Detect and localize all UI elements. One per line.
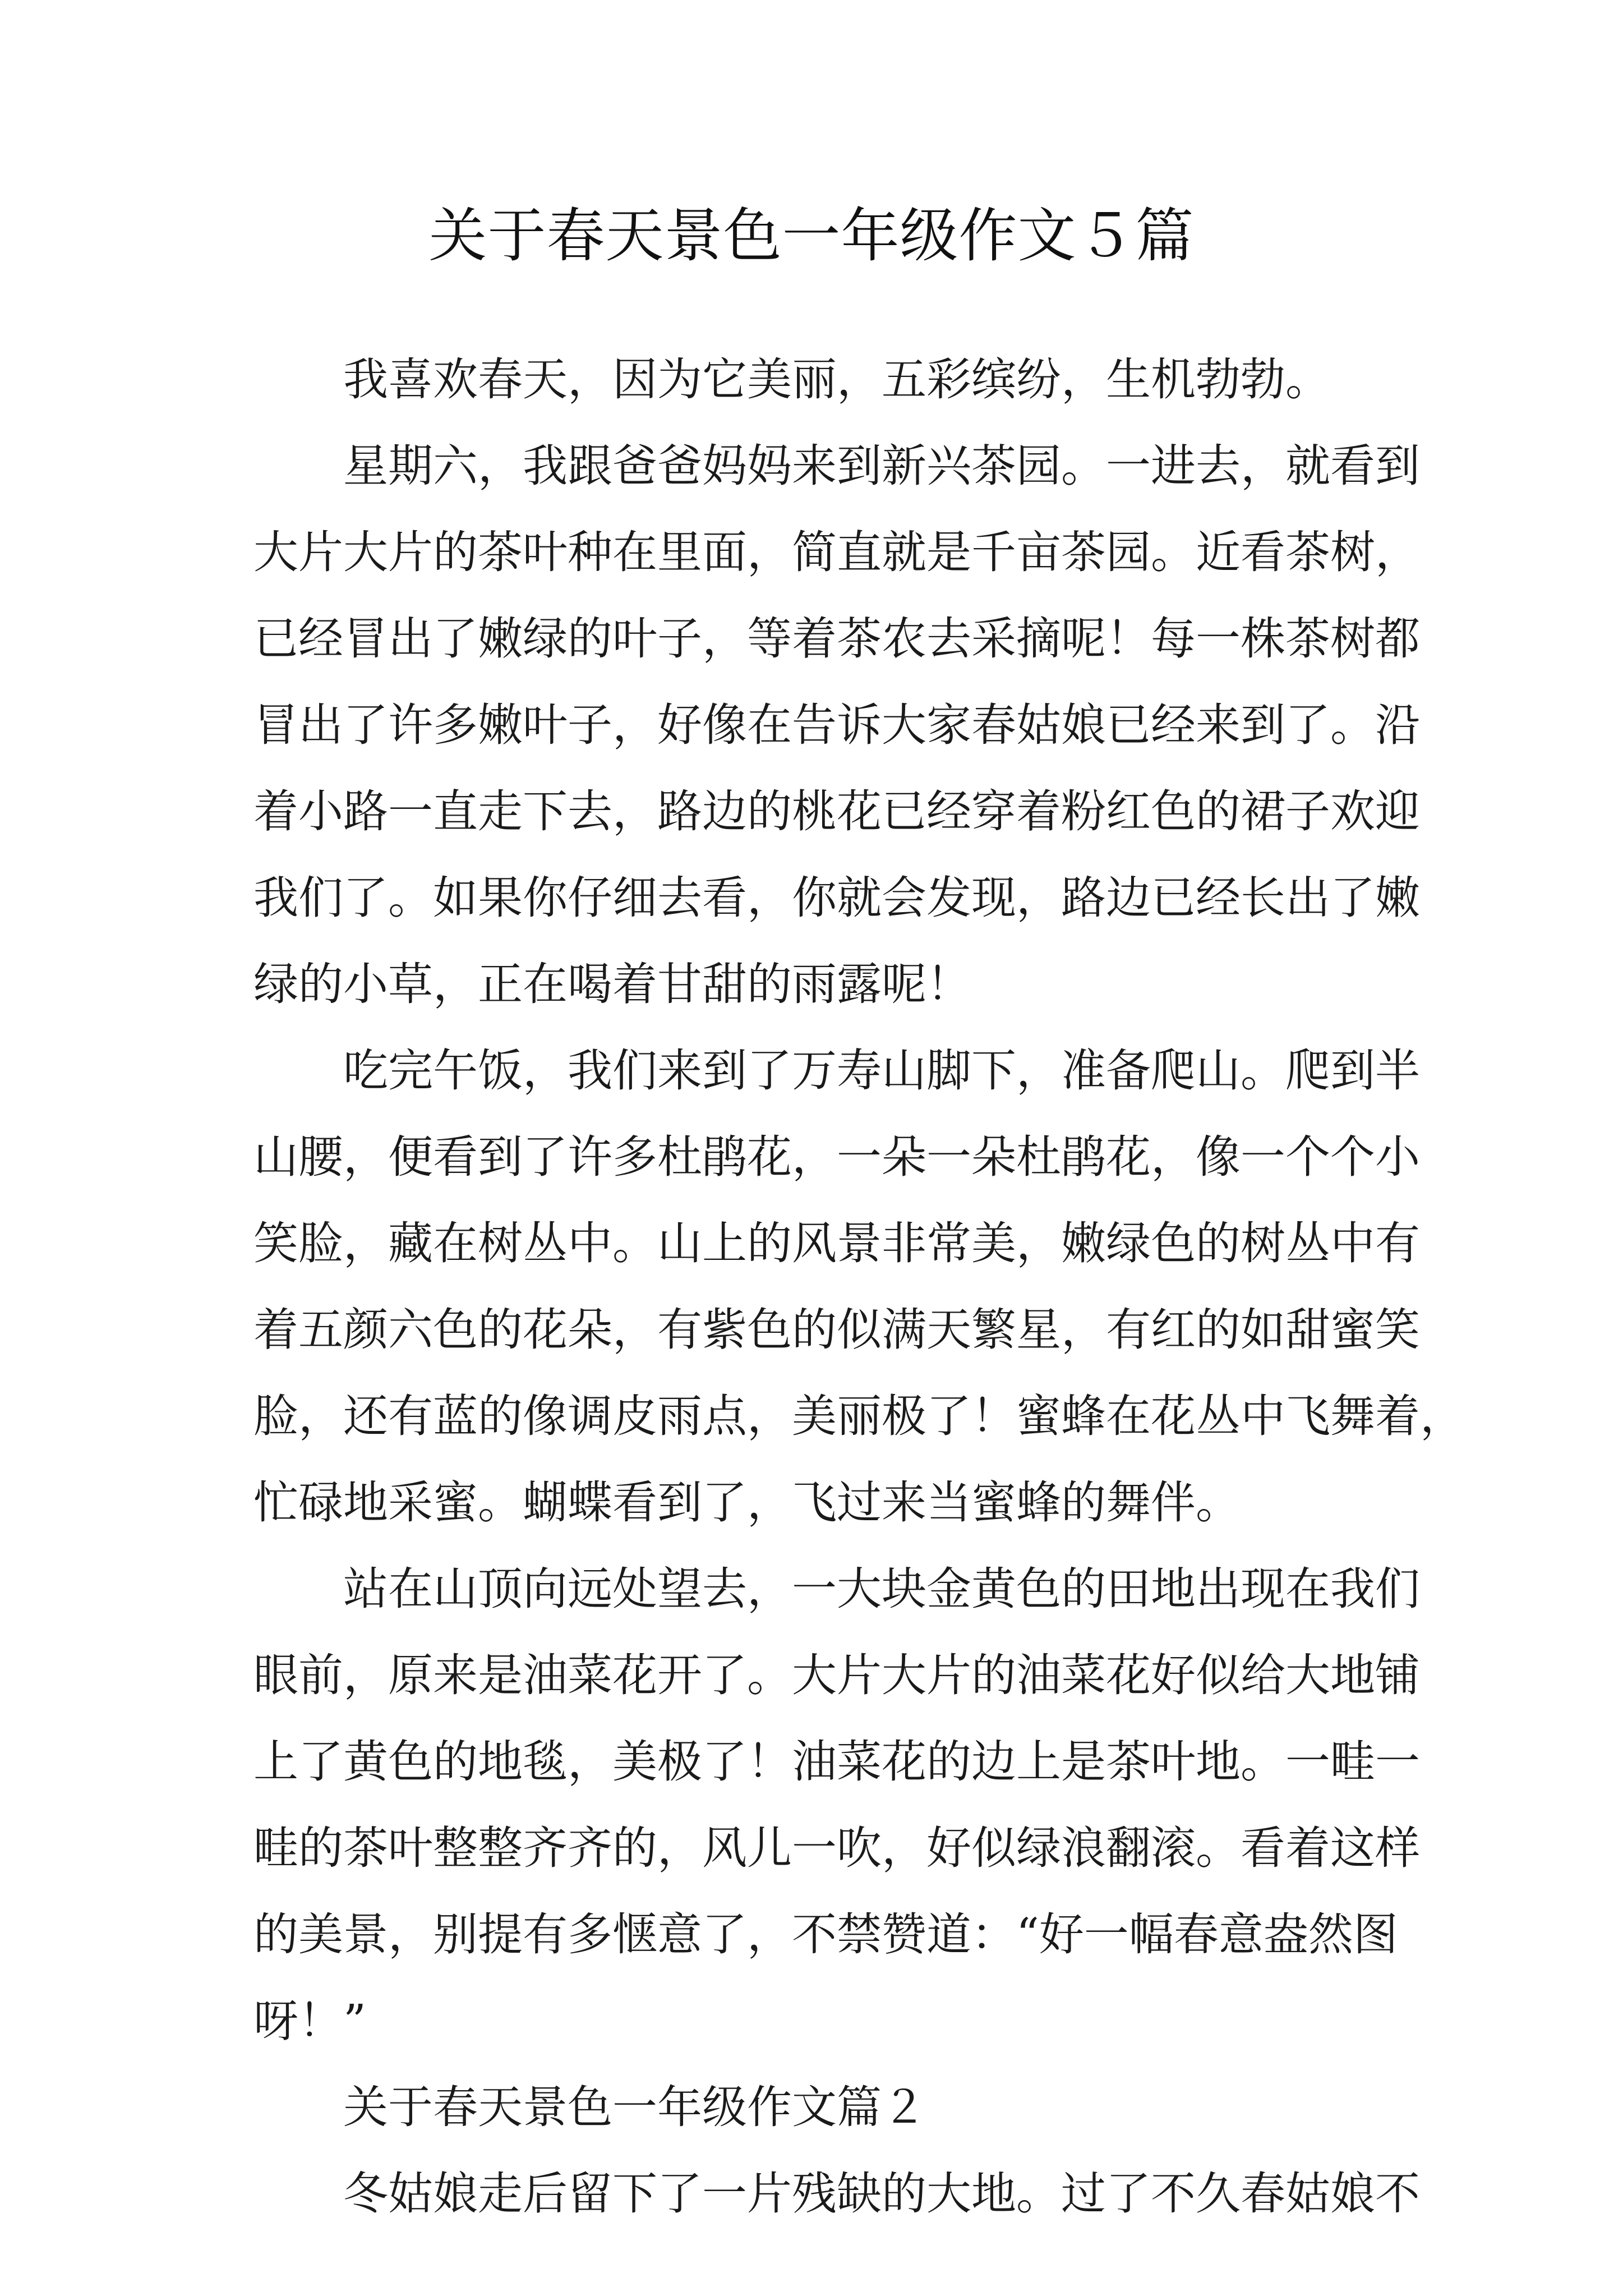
text-line: 着小路一直走下去，路边的桃花已经穿着粉红色的裙子欢迎 bbox=[253, 785, 1420, 838]
text-line: 畦的茶叶整整齐齐的，风儿一吹，好似绿浪翻滚。看着这样 bbox=[253, 1822, 1420, 1874]
text-line: 呀！” bbox=[253, 1995, 366, 2047]
text-line: 冒出了许多嫩叶子，好像在告诉大家春姑娘已经来到了。沿 bbox=[253, 699, 1420, 751]
text-line: 眼前，原来是油菜花开了。大片大片的油菜花好似给大地铺 bbox=[253, 1649, 1420, 1701]
document-title: 关于春天景色一年级作文５篇 bbox=[428, 201, 1195, 270]
text-line: 大片大片的茶叶种在里面，简直就是千亩茶园。近看茶树， bbox=[253, 526, 1420, 578]
text-line: 忙碌地采蜜。蝴蝶看到了，飞过来当蜜蜂的舞伴。 bbox=[253, 1476, 1241, 1529]
text-line: 已经冒出了嫩绿的叶子，等着茶农去采摘呢！每一株茶树都 bbox=[253, 613, 1420, 665]
text-line: 山腰，便看到了许多杜鹃花，一朵一朵杜鹃花，像一个个小 bbox=[253, 1131, 1420, 1183]
text-line: 绿的小草，正在喝着甘甜的雨露呢！ bbox=[253, 958, 971, 1010]
text-line: 的美景，别提有多惬意了，不禁赞道：“好一幅春意盎然图 bbox=[253, 1908, 1398, 1961]
text-line: 上了黄色的地毯，美极了！油菜花的边上是茶叶地。一畦一 bbox=[253, 1736, 1420, 1788]
document-body bbox=[253, 337, 1465, 2237]
text-line: 关于春天景色一年级作文篇２ bbox=[343, 2081, 926, 2133]
text-line: 吃完午饭，我们来到了万寿山脚下，准备爬山。爬到半 bbox=[343, 1045, 1420, 1097]
text-line: 星期六，我跟爸爸妈妈来到新兴茶园。一进去，就看到 bbox=[343, 440, 1420, 492]
text-line: 我们了。如果你仔细去看，你就会发现，路边已经长出了嫩 bbox=[253, 872, 1420, 924]
text-line: 冬姑娘走后留下了一片残缺的大地。过了不久春姑娘不 bbox=[343, 2168, 1420, 2220]
text-line: 站在山顶向远处望去，一大块金黄色的田地出现在我们 bbox=[343, 1563, 1420, 1615]
text-line: 着五颜六色的花朵，有紫色的似满天繁星，有红的如甜蜜笑 bbox=[253, 1304, 1420, 1356]
text-line: 笑脸，藏在树丛中。山上的风景非常美，嫩绿色的树丛中有 bbox=[253, 1217, 1420, 1269]
text-line: 我喜欢春天，因为它美丽，五彩缤纷，生机勃勃。 bbox=[343, 353, 1330, 406]
text-line: 脸，还有蓝的像调皮雨点，美丽极了！蜜蜂在花丛中飞舞着， bbox=[253, 1390, 1465, 1442]
